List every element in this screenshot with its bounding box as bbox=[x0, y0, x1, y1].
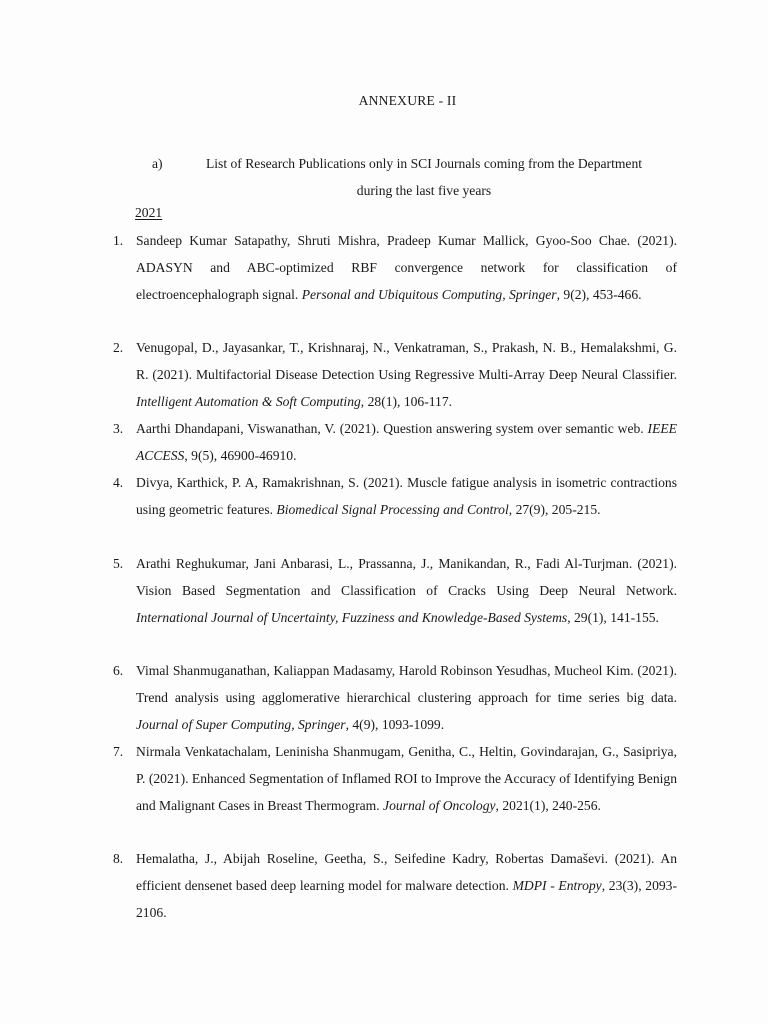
reference-body: Venugopal, D., Jayasankar, T., Krishnaraj, N., Venkatraman, S., Prakash, N. B., Hemalakshmi, G. R. (2021). Multifactorial Disease Detection Using Regressive Multi-Array Deep Neural Classifier. bbox=[136, 340, 677, 382]
reference-body: Aarthi Dhandapani, Viswanathan, V. (2021). Question answering system over semantic web. bbox=[136, 421, 648, 436]
reference-details: , 2021(1), 240-256. bbox=[495, 797, 601, 813]
reference-body: Vimal Shanmuganathan, Kaliappan Madasamy, Harold Robinson Yesudhas, Mucheol Kim. (2021). Trend analysis using agglomerative hierarchical clustering approach for time series big data. bbox=[136, 663, 677, 705]
reference-journal: IEEE ACCESS bbox=[136, 421, 677, 463]
reference-details: , 4(9), 1093-1099. bbox=[345, 716, 445, 732]
reference-number: 4. bbox=[113, 475, 124, 490]
reference-number: 3. bbox=[113, 421, 124, 436]
reference-text bbox=[136, 658, 677, 738]
reference-text bbox=[136, 551, 677, 631]
reference-journal: International Journal of Uncertainty, Fuzziness and Knowledge-Based Systems bbox=[136, 609, 568, 625]
reference-journal: Personal and Ubiquitous Computing, Springer bbox=[301, 286, 557, 302]
reference-body: Sandeep Kumar Satapathy, Shruti Mishra, Pradeep Kumar Mallick, Gyoo-Soo Chae. (2021). ADASYN and ABC-optimized RBF convergence network for classification of electroencephalograph signal. bbox=[136, 233, 677, 302]
reference-item bbox=[0, 416, 768, 470]
reference-item bbox=[0, 846, 768, 927]
year-heading: 2021 bbox=[135, 205, 163, 220]
reference-number: 7. bbox=[113, 744, 124, 759]
reference-journal: Journal of Super Computing, Springer bbox=[136, 716, 346, 732]
reference-item bbox=[0, 551, 768, 658]
reference-journal: Biomedical Signal Processing and Control bbox=[276, 501, 509, 517]
reference-body: Hemalatha, J., Abijah Roseline, Geetha, S., Seifedine Kadry, Robertas Damaševi. (2021). An efficient densenet based deep learning model for malware detection. bbox=[136, 851, 677, 893]
reference-item bbox=[0, 228, 768, 335]
section-heading bbox=[152, 150, 672, 204]
reference-journal: Intelligent Automation & Soft Computing bbox=[136, 393, 361, 409]
reference-number: 8. bbox=[113, 851, 124, 866]
reference-details: , 27(9), 205-215. bbox=[508, 501, 601, 517]
reference-text bbox=[136, 470, 677, 524]
reference-item bbox=[0, 658, 768, 739]
section-title-line-2: during the last five years bbox=[356, 183, 492, 198]
reference-body: Arathi Reghukumar, Jani Anbarasi, L., Prassanna, J., Manikandan, R., Fadi Al-Turjman. (2021). Vision Based Segmentation and Classification of Cracks Using Deep Neural Network. bbox=[136, 556, 677, 598]
reference-body: Divya, Karthick, P. A, Ramakrishnan, S. (2021). Muscle fatigue analysis in isometric contractions using geometric features. bbox=[136, 475, 677, 517]
reference-text bbox=[136, 416, 677, 470]
reference-number: 6. bbox=[113, 663, 124, 678]
reference-details: , 28(1), 106-117. bbox=[360, 393, 453, 409]
reference-details: , 9(2), 453-466. bbox=[556, 286, 642, 302]
reference-text bbox=[136, 739, 677, 819]
section-marker: a) bbox=[152, 156, 163, 171]
reference-item bbox=[0, 739, 768, 846]
reference-number: 1. bbox=[113, 233, 124, 248]
reference-details: , 29(1), 141-155. bbox=[567, 609, 659, 625]
reference-details: , 23(3), 2093-2106. bbox=[136, 877, 677, 920]
reference-number: 5. bbox=[113, 556, 124, 571]
reference-text bbox=[136, 846, 677, 926]
reference-text bbox=[136, 228, 677, 308]
reference-item bbox=[0, 335, 768, 416]
reference-number: 2. bbox=[113, 340, 124, 355]
annexure-title: ANNEXURE - II bbox=[358, 93, 457, 108]
section-title-line-1: List of Research Publications only in SCI Journals coming from the Department bbox=[205, 156, 643, 171]
reference-text bbox=[136, 335, 677, 415]
reference-details: , 9(5), 46900-46910. bbox=[184, 447, 297, 463]
reference-list bbox=[0, 228, 768, 927]
reference-journal: MDPI - Entropy bbox=[512, 877, 602, 893]
reference-journal: Journal of Oncology bbox=[383, 797, 496, 813]
reference-body: Nirmala Venkatachalam, Leninisha Shanmugam, Genitha, C., Heltin, Govindarajan, G., Sasipriya, P. (2021). Enhanced Segmentation of Inflamed ROI to Improve the Accuracy of Identifying Benign and Malignant Cases in Breast Thermogram. bbox=[136, 744, 677, 813]
reference-item bbox=[0, 470, 768, 551]
